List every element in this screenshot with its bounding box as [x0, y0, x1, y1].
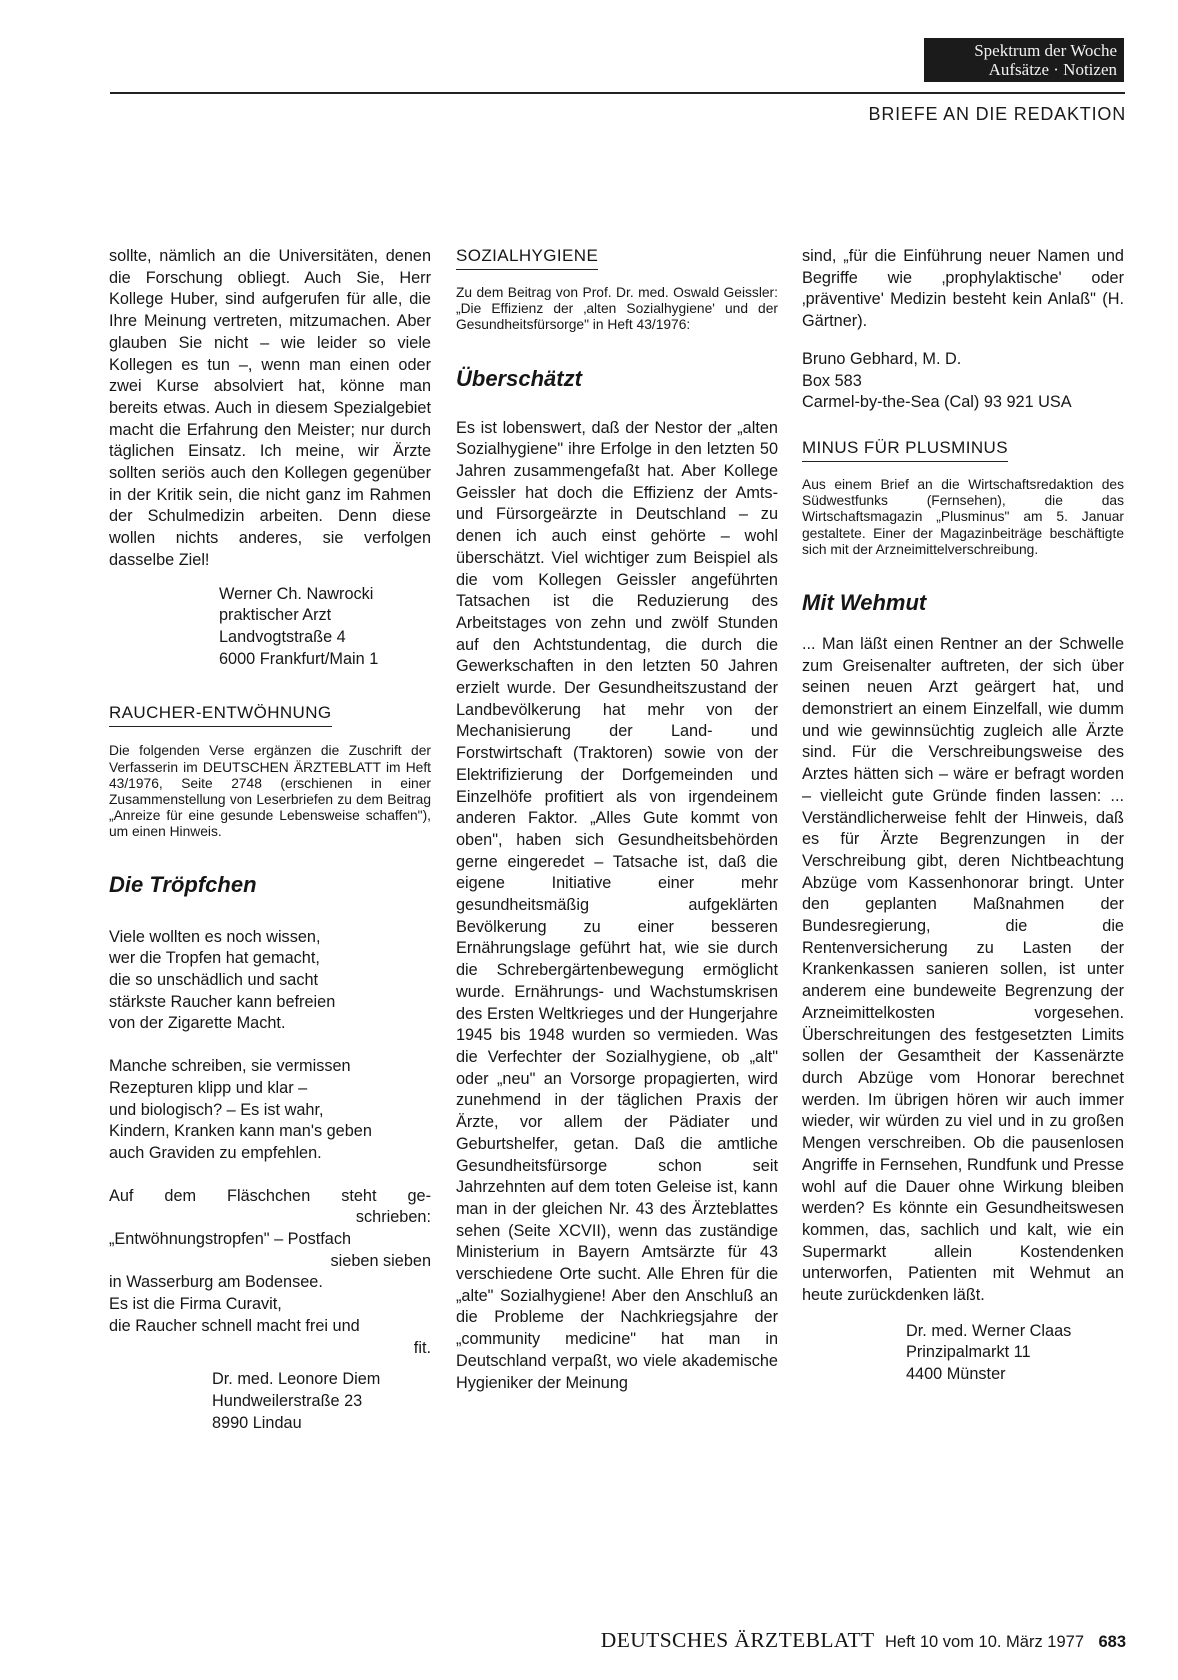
- intro-text: Aus einem Brief an die Wirtschaftsredaktion des Südwestfunks (Fernsehen), die das Wirtschaftsmagazin „Plusminus" am 5. Januar gestaltete. Einer der Magazinbeiträge beschäftigte sich mit der Arzneimittelverschreibung.: [802, 476, 1124, 557]
- poem-line: Es ist die Firma Curavit,: [109, 1295, 282, 1314]
- poem-line: Viele wollten es noch wissen,: [109, 927, 321, 946]
- signature-city: 6000 Frankfurt/Main 1: [219, 649, 379, 668]
- section-label-line1: Spektrum der Woche: [974, 41, 1117, 60]
- article-heading: Mit Wehmut: [802, 589, 927, 615]
- poem-line: „Entwöhnungstropfen" – Postfach: [109, 1230, 352, 1249]
- signature-name: Dr. med. Werner Claas: [906, 1321, 1072, 1340]
- letter-signature: [219, 584, 431, 671]
- article-body: Es ist lobenswert, daß der Nestor der „alten Sozialhygiene" ihre Erfolge in den letzten 50 Jahren zusammengefaßt hat. Aber Kollege Geissler hat doch die Effizienz der Amts- und Fürsorgeärzte in Deutschland – zu denen ich auch einst gehörte – wohl überschätzt. Viel wichtiger zum Beispiel als die vom Kollegen Geissler angeführten Tatsachen ist die Reduzierung des Arbeitstages von zehn und zwölf Stunden auf den Achtstundentag, die durch die Gewerkschaften in den letzten 50 Jahren erzielt wurde. Der Gesundheitszustand der Landbevölkerung hat mehr von der Mechanisierung der Land- und Forstwirtschaft (Traktoren) sowie von der Elektrifizierung der Dorfgemeinden und Einzelhöfe profitiert als von irgendeinem anderen Faktor. „Alles Gute kommt von oben", haben sich Gesundheitsbehörden gerne eingeredet – Tatsache ist, daß die eigene Initiative einer mehr gesundheitsmäßig aufgeklärten Bevölkerung zu einer besseren Ernährungslage geführt hat, wie sie durch die Schrebergärtenbewegung ermöglicht wurde. Ernährungs- und Wachstumskrisen des Ersten Weltkrieges und der Hungerjahre 1945 bis 1948 wurden so vermieden. Was die Verfechter der Sozialhygiene, ob „alt" oder „neu" an Vorsorge propagierten, wird zunehmend in der täglichen Praxis der Ärzte, vor allem der Pädiater und Geburtshelfer, getan. Daß die amtliche Gesundheitsfürsorge schon seit Jahrzehnten auf dem toten Geleise ist, kann man in der gleichen Nr. 43 des Ärzteblattes sehen (Seite XCVII), wenn das zuständige Ministerium in Bayern Amtsärzte für 43 verschiedene Orte sucht. Alle Ehren für die „alte" Sozialhygiene! Aber den Anschluß an die Probleme der Nachkriegsjahre der „community medicine" hat man in Deutschland verpaßt, wo viele akademische Hygieniker der Meinung: [456, 418, 778, 1392]
- signature-city: 8990 Lindau: [212, 1413, 302, 1432]
- poem: [109, 927, 431, 1360]
- poem-line: und biologisch? – Es ist wahr,: [109, 1100, 324, 1119]
- poem-line: wer die Tropfen hat gemacht,: [109, 949, 320, 968]
- section-label-box: [924, 38, 1124, 82]
- article-body-continued: sind, „für die Einführung neuer Namen und Begriffe wie ‚prophylaktische' oder ‚präventive' Medizin besteht kein Anlaß" (H. Gärtner).: [802, 247, 1124, 331]
- letter-signature: [906, 1321, 1124, 1386]
- poem-line: in Wasserburg am Bodensee.: [109, 1273, 323, 1292]
- signature-box: Box 583: [802, 371, 862, 390]
- poem-line: stärkste Raucher kann befreien: [109, 992, 336, 1011]
- rubric-heading: MINUS FÜR PLUSMINUS: [802, 438, 1008, 462]
- rubric-heading: SOZIALHYGIENE: [456, 246, 598, 270]
- poem-line: Auf dem Fläschchen steht ge-: [109, 1186, 431, 1205]
- signature-street: Prinzipalmarkt 11: [906, 1343, 1031, 1362]
- signature-name: Dr. med. Leonore Diem: [212, 1370, 381, 1389]
- column-1: [109, 246, 431, 1434]
- poem-line: Manche schreiben, sie vermissen: [109, 1057, 351, 1076]
- poem-line: die Raucher schnell macht frei und: [109, 1316, 360, 1335]
- signature-city: Carmel-by-the-Sea (Cal) 93 921 USA: [802, 393, 1072, 412]
- article-body: ... Man läßt einen Rentner an der Schwelle zum Greisenalter auftreten, der sich über seinen neuen Arzt geärgert hat, und demonstriert an einem Einzelfall, wie dumm und wie gewinnsüchtig zugleich alle Ärzte sind. Für die Verschreibungsweise des Arztes hätten sich – wäre er befragt worden – vielleicht gute Gründe finden lassen: ... Verständlicherweise fehlt der Hinweis, daß es für Ärzte Begrenzungen in der Verschreibung gibt, deren Nichtbeachtung Abzüge vom Kassenhonorar bringt. Unter den geplanten Maßnahmen der Bundesregierung, die die Rentenversicherung zu Lasten der Krankenkassen sanieren sollen, ist unter anderem eine bundeweite Begrenzung der Arzneimittelkosten vorgesehen. Überschreitungen des festgesetzten Limits sollen der Gesamtheit der Kassenärzte durch Abzüge vom Honorar berechnet werden. Im übrigen hören wir auch immer wieder, wir würden zu viel und in zu großen Mengen verschreiben. Ob die pausenlosen Angriffe in Fernsehen, Rundfunk und Presse wohl auf die Dauer ohne Wirkung bleiben werden? Es könnte ein Gesundheitswesen kommen, das, sachlich und kalt, wie ein Supermarkt allein Kostendenken unterworfen, Patienten mit Wehmut an heute zurückdenken läßt.: [802, 634, 1124, 1305]
- letter-signature: [802, 349, 1124, 414]
- intro-text: Die folgenden Verse ergänzen die Zuschrift der Verfasserin im DEUTSCHEN ÄRZTEBLATT im Heft 43/1976, Seite 2748 (erschienen in einer Zusammenstellung von Leserbriefen zu dem Beitrag „Anreize für eine gesunde Lebensweise schaffen"), um einen Hinweis.: [109, 743, 431, 840]
- signature-name: Werner Ch. Nawrocki: [219, 584, 374, 603]
- page-footer: [601, 1628, 1126, 1653]
- column-2: [456, 246, 778, 1394]
- poem-line: auch Graviden zu empfehlen.: [109, 1143, 322, 1162]
- section-title: BRIEFE AN DIE REDAKTION: [868, 104, 1126, 124]
- letter-body: sollte, nämlich an die Universitäten, denen die Forschung obliegt. Auch Sie, Herr Kollege Huber, sind aufgerufen für alle, die Ihre Meinung vertreten, mitzumachen. Aber glauben Sie nicht – wie leider so viele Kollegen es tun –, wenn man einen oder zwei Kurse absolviert hat, könne man bereits etwas. Auch in diesem Spezialgebiet macht die Erfahrung den Meister; nur durch täglichen Einsatz. Ich meine, wir Ärzte sollten seriös auch den Kollegen gegenüber in der Kritik sein, die nicht ganz im Rahmen der Schulmedizin arbeiten. Denn diese wollen nichts anderes, sie verfolgen dasselbe Ziel!: [109, 247, 431, 569]
- signature-title: praktischer Arzt: [219, 606, 332, 625]
- poem-line: schrieben:: [355, 1208, 431, 1227]
- poem-line: die so unschädlich und sacht: [109, 970, 319, 989]
- poem-line: fit.: [413, 1338, 431, 1357]
- page-number: 683: [1098, 1633, 1126, 1651]
- magazine-name: DEUTSCHES ÄRZTEBLATT: [600, 1628, 875, 1652]
- poem-line: Kindern, Kranken kann man's geben: [109, 1122, 372, 1141]
- poem-line: sieben sieben: [330, 1251, 431, 1270]
- rubric-heading: RAUCHER-ENTWÖHNUNG: [109, 703, 332, 727]
- poem-line: von der Zigarette Macht.: [109, 1014, 286, 1033]
- section-label-line2: Aufsätze · Notizen: [988, 60, 1117, 79]
- header-rule: [110, 92, 1125, 94]
- article-heading: Überschätzt: [456, 365, 582, 391]
- signature-street: Landvogtstraße 4: [219, 627, 346, 646]
- article-heading: Die Tröpfchen: [109, 871, 257, 897]
- poem-line: Rezepturen klipp und klar –: [109, 1078, 308, 1097]
- poem-signature: [212, 1369, 431, 1434]
- issue-info: Heft 10 vom 10. März 1977: [885, 1633, 1085, 1651]
- column-3: [802, 246, 1124, 1386]
- signature-name: Bruno Gebhard, M. D.: [802, 349, 962, 368]
- signature-city: 4400 Münster: [906, 1365, 1006, 1384]
- signature-street: Hundweilerstraße 23: [212, 1391, 363, 1410]
- intro-text: Zu dem Beitrag von Prof. Dr. med. Oswald Geissler: „Die Effizienz der ‚alten Sozialhygiene' und der Gesundheitsfürsorge" in Heft 43/1976:: [456, 285, 778, 333]
